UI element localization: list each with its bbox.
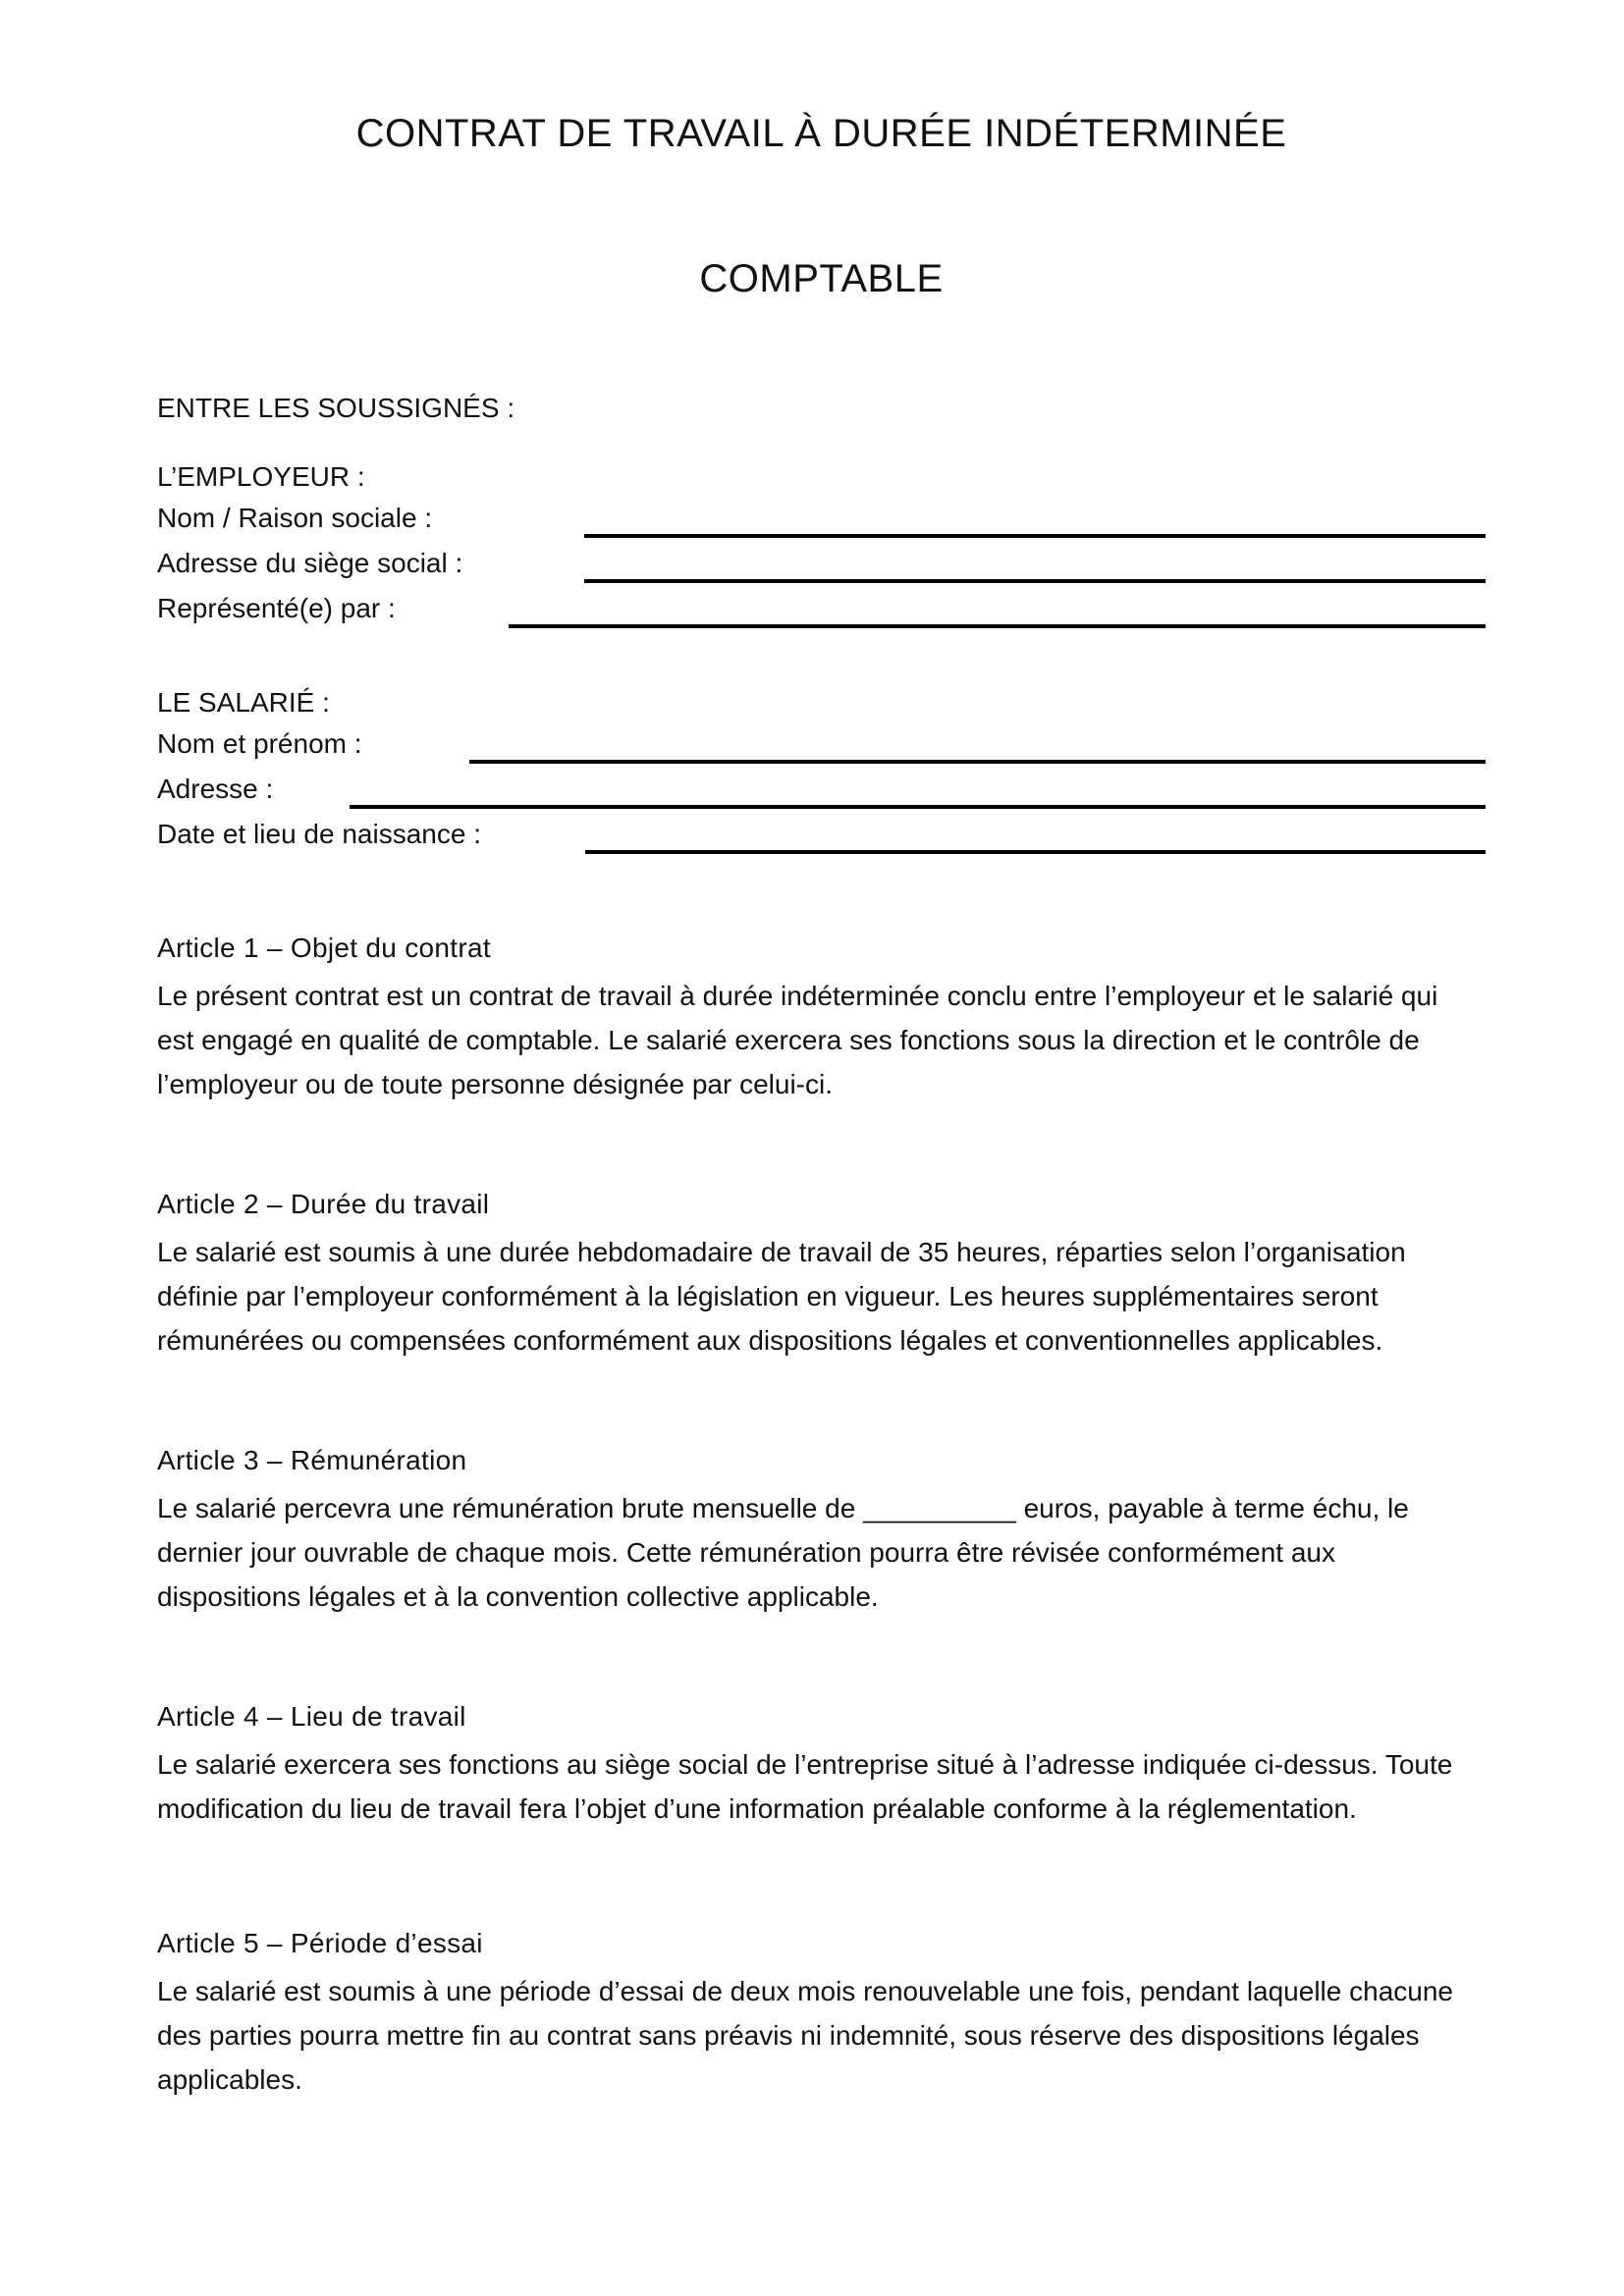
document-title: CONTRAT DE TRAVAIL À DURÉE INDÉTERMINÉE — [355, 112, 1287, 155]
field-employee-name-label: Nom et prénom : — [157, 728, 362, 759]
article-5-section — [157, 1924, 1486, 2102]
field-employee-address-line[interactable] — [350, 805, 1486, 809]
article-3-heading: Article 3 – Rémunération — [157, 1445, 467, 1475]
article-5-body: Le salarié est soumis à une période d’essai de deux mois renouvelable une fois, pendant laquelle chacune des parties pourra mettre fin au contrat sans préavis ni indemnité, sous réserve des dispositions légales applicables. — [157, 1976, 1453, 2095]
field-employer-name — [157, 497, 1486, 542]
field-employee-birth — [157, 813, 1486, 858]
article-5-heading: Article 5 – Période d’essai — [157, 1928, 483, 1958]
field-employee-birth-line[interactable] — [585, 850, 1486, 854]
article-1-section — [157, 929, 1486, 1106]
employee-heading: LE SALARIÉ : — [157, 687, 330, 718]
article-3-section — [157, 1441, 1486, 1619]
field-employer-name-label: Nom / Raison sociale : — [157, 503, 433, 533]
employee-section — [157, 683, 1486, 858]
field-employee-name-line[interactable] — [469, 760, 1486, 764]
field-employer-representative-label: Représenté(e) par : — [157, 593, 396, 623]
parties-intro: ENTRE LES SOUSSIGNÉS : — [157, 393, 515, 423]
document-subtitle: COMPTABLE — [699, 257, 944, 300]
article-4-body: Le salarié exercera ses fonctions au siège social de l’entreprise situé à l’adresse indiquée ci-dessus. Toute modification du lieu de travail fera l’objet d’une information préalable conforme à la réglementation. — [157, 1749, 1453, 1824]
article-4-heading: Article 4 – Lieu de travail — [157, 1701, 466, 1732]
employer-heading: L’EMPLOYEUR : — [157, 461, 365, 492]
field-employer-address — [157, 542, 1486, 587]
field-employer-address-label: Adresse du siège social : — [157, 548, 463, 578]
article-1-heading: Article 1 – Objet du contrat — [157, 933, 491, 963]
field-employer-address-line[interactable] — [584, 579, 1486, 583]
field-employee-name — [157, 722, 1486, 768]
article-2-body: Le salarié est soumis à une durée hebdomadaire de travail de 35 heures, réparties selon l’organisation définie par l’employeur conformément à la législation en vigueur. Les heures supplémentaires seront rémunérées ou compensées conformément aux dispositions légales et conventionnelles applicables. — [157, 1237, 1406, 1356]
employer-section — [157, 457, 1486, 632]
field-employee-address — [157, 768, 1486, 813]
field-employer-name-line[interactable] — [584, 534, 1486, 538]
field-employee-address-label: Adresse : — [157, 774, 274, 804]
field-employer-representative-line[interactable] — [509, 624, 1486, 628]
field-employee-birth-label: Date et lieu de naissance : — [157, 819, 481, 849]
article-2-section — [157, 1185, 1486, 1362]
field-employer-representative — [157, 587, 1486, 632]
article-4-section — [157, 1697, 1486, 1831]
article-1-body: Le présent contrat est un contrat de travail à durée indéterminée conclu entre l’employeur et le salarié qui est engagé en qualité de comptable. Le salarié exercera ses fonctions sous la direction et le contrôle de l’employeur ou de toute personne désignée par celui-ci. — [157, 981, 1438, 1099]
article-3-body: Le salarié percevra une rémunération brute mensuelle de __________ euros, payable à terme échu, le dernier jour ouvrable de chaque mois. Cette rémunération pourra être révisée conformément aux dispositions légales et à la convention collective applicable. — [157, 1493, 1409, 1612]
article-2-heading: Article 2 – Durée du travail — [157, 1189, 490, 1219]
